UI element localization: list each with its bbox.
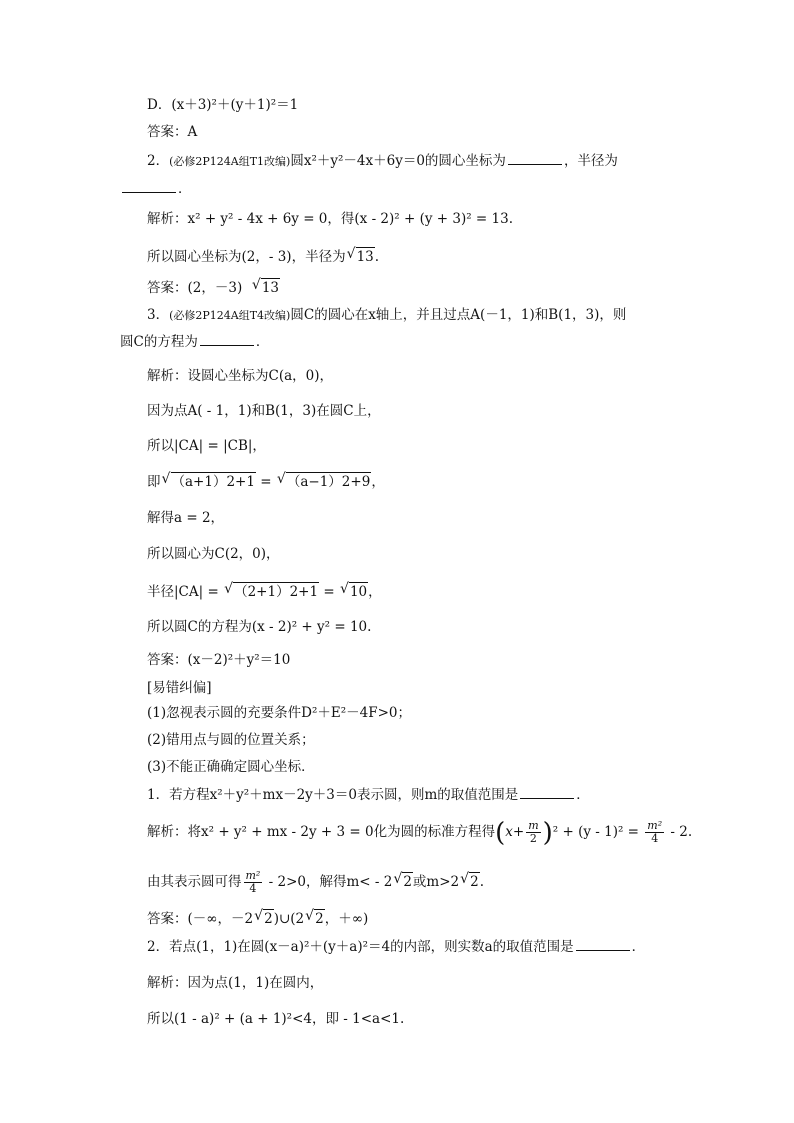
radicand: （a−1）2+9 <box>286 474 371 490</box>
denominator: 4 <box>651 832 659 845</box>
radicand: 2 <box>315 911 324 927</box>
solution-text: - 2. <box>666 824 693 840</box>
solution-line <box>147 437 266 455</box>
solution-text: 解析：因为点(1，1)在圆内， <box>147 975 324 991</box>
answer-text: 答案：(x－2)²＋y²＝10 <box>147 652 291 668</box>
answer-text: 答案：A <box>147 124 198 140</box>
solution-line <box>147 402 381 420</box>
punctuation: ． <box>631 939 646 955</box>
option-d <box>147 96 298 114</box>
answer-line <box>147 651 290 669</box>
answer-blank <box>508 152 562 165</box>
question-2-cont <box>120 180 192 198</box>
question-text: 2．若点(1，1)在圆(x－a)²＋(y＋a)²＝4的内部，则实数a的取值范围是 <box>147 939 574 955</box>
sqrt-symbol <box>347 247 375 266</box>
solution-text: 解析：x² + y² - 4x + 6y = 0，得(x - 2)² + (y + 3)² = 13. <box>147 211 514 227</box>
option-d-text: D．(x＋3)²＋(y＋1)²＝1 <box>147 97 299 113</box>
equals: = <box>319 584 339 600</box>
punctuation: ， <box>371 474 385 490</box>
solution-line <box>147 472 385 491</box>
question-text: 1．若方程x²＋y²＋mx－2y＋3＝0表示圆，则m的取值范围是 <box>147 787 519 803</box>
solution-text: 即 <box>147 474 161 490</box>
solution-line <box>147 247 379 266</box>
list-item-text: (2)错用点与圆的位置关系； <box>147 732 315 748</box>
solution-line <box>147 367 333 385</box>
solution-text: 所以圆心为C(2，0)， <box>147 546 280 562</box>
answer-blank <box>520 786 574 799</box>
solution-line <box>147 974 323 992</box>
solution-text: 所以(1 - a)² + (a + 1)²<4，即 - 1<a<1. <box>147 1011 405 1027</box>
answer-text: 答案：(－∞，－2 <box>147 911 254 927</box>
math-term: x+ <box>505 824 525 840</box>
numerator: m² <box>647 819 663 832</box>
equals: = <box>255 474 276 490</box>
punctuation: ． <box>178 181 192 197</box>
denominator: 4 <box>249 882 257 895</box>
section-heading-text: [易错纠偏] <box>147 680 212 696</box>
radicand: 2 <box>264 911 273 927</box>
left-paren: ( <box>495 818 506 848</box>
question-3-cont <box>120 333 269 351</box>
question-number: 3． <box>147 307 170 323</box>
solution-text: 所以圆心坐标为(2，- 3)，半径为 <box>147 249 346 265</box>
fraction <box>244 870 263 895</box>
solution-line <box>147 210 513 228</box>
sqrt-symbol <box>254 909 274 928</box>
sqrt-symbol <box>305 909 325 928</box>
radicand: 13 <box>261 280 279 296</box>
radicand: 10 <box>349 584 368 600</box>
question-1 <box>147 786 590 804</box>
sqrt-symbol <box>340 582 368 601</box>
question-text-tail: ，半径为 <box>563 153 618 169</box>
solution-line <box>147 818 693 848</box>
question-3 <box>147 306 626 325</box>
question-text: 圆C的圆心在x轴上，并且过点A(－1，1)和B(1，3)，则 <box>290 307 627 323</box>
right-paren: ) <box>542 818 553 848</box>
solution-text: 解得a = 2， <box>147 510 225 526</box>
answer-blank <box>576 938 630 951</box>
punctuation: ． <box>576 787 590 803</box>
answer-line <box>147 278 280 297</box>
list-item <box>147 758 315 776</box>
solution-line <box>147 618 371 636</box>
solution-text: 因为点A( - 1，1)和B(1，3)在圆C上， <box>147 403 381 419</box>
sqrt-symbol <box>393 872 413 891</box>
solution-text: 解析：将x² + y² + mx - 2y + 3 = 0化为圆的标准方程得 <box>147 824 496 840</box>
answer-line <box>147 123 197 141</box>
sqrt-symbol <box>277 472 371 491</box>
solution-text: 解析：设圆心坐标为C(a，0)， <box>147 368 334 384</box>
answer-blank <box>122 180 176 193</box>
solution-text: - 2>0，解得m< - 2 <box>264 874 393 890</box>
solution-text: 所以圆C的方程为(x - 2)² + y² = 10. <box>147 619 372 635</box>
solution-line <box>147 582 382 601</box>
list-item-text: (1)忽视表示圆的充要条件D²＋E²－4F>0； <box>147 705 411 721</box>
answer-text: )∪(2 <box>273 911 305 927</box>
radicand: 2 <box>403 874 412 890</box>
question-text: 圆C的方程为 <box>120 334 198 350</box>
sqrt-symbol <box>252 278 280 297</box>
solution-line <box>147 545 280 563</box>
question-text: 圆x²＋y²－4x＋6y＝0的圆心坐标为 <box>290 153 506 169</box>
solution-text: ² + (y - 1)² = <box>552 824 644 840</box>
solution-text: 所以|CA| = |CB|， <box>147 438 266 454</box>
numerator: m <box>528 819 539 832</box>
solution-line <box>147 1010 404 1028</box>
answer-text: 答案：(2，－3) <box>147 280 243 296</box>
answer-text: ，＋∞) <box>324 911 369 927</box>
punctuation: . <box>479 874 485 890</box>
question-2b <box>147 938 645 956</box>
question-number: 2． <box>147 153 170 169</box>
solution-text: 或m>2 <box>412 874 460 890</box>
solution-text: 由其表示圆可得 <box>147 874 242 890</box>
list-item-text: (3)不能正确确定圆心坐标． <box>147 759 315 775</box>
fraction <box>526 820 540 845</box>
punctuation: ， <box>368 584 382 600</box>
list-item <box>147 731 315 749</box>
radicand: （a+1）2+1 <box>171 474 255 490</box>
question-source: (必修2P124A组T1改编) <box>169 155 291 168</box>
answer-line <box>147 909 368 928</box>
radicand: 13 <box>356 249 374 265</box>
question-2 <box>147 152 618 171</box>
sqrt-symbol <box>162 472 256 491</box>
solution-text: 半径|CA| = <box>147 584 224 600</box>
solution-line <box>147 509 224 527</box>
sqrt-symbol <box>460 872 480 891</box>
section-heading <box>147 679 212 697</box>
question-source: (必修2P124A组T4改编) <box>169 309 291 322</box>
list-item <box>147 704 411 722</box>
punctuation: ． <box>255 334 270 350</box>
sqrt-symbol <box>224 582 319 601</box>
radicand: 2 <box>470 874 479 890</box>
denominator: 2 <box>529 832 537 845</box>
fraction <box>645 820 664 845</box>
solution-line <box>147 870 484 895</box>
punctuation: . <box>374 249 380 265</box>
numerator: m² <box>245 869 261 882</box>
radicand: （2+1）2+1 <box>234 584 319 600</box>
answer-blank <box>200 333 254 346</box>
